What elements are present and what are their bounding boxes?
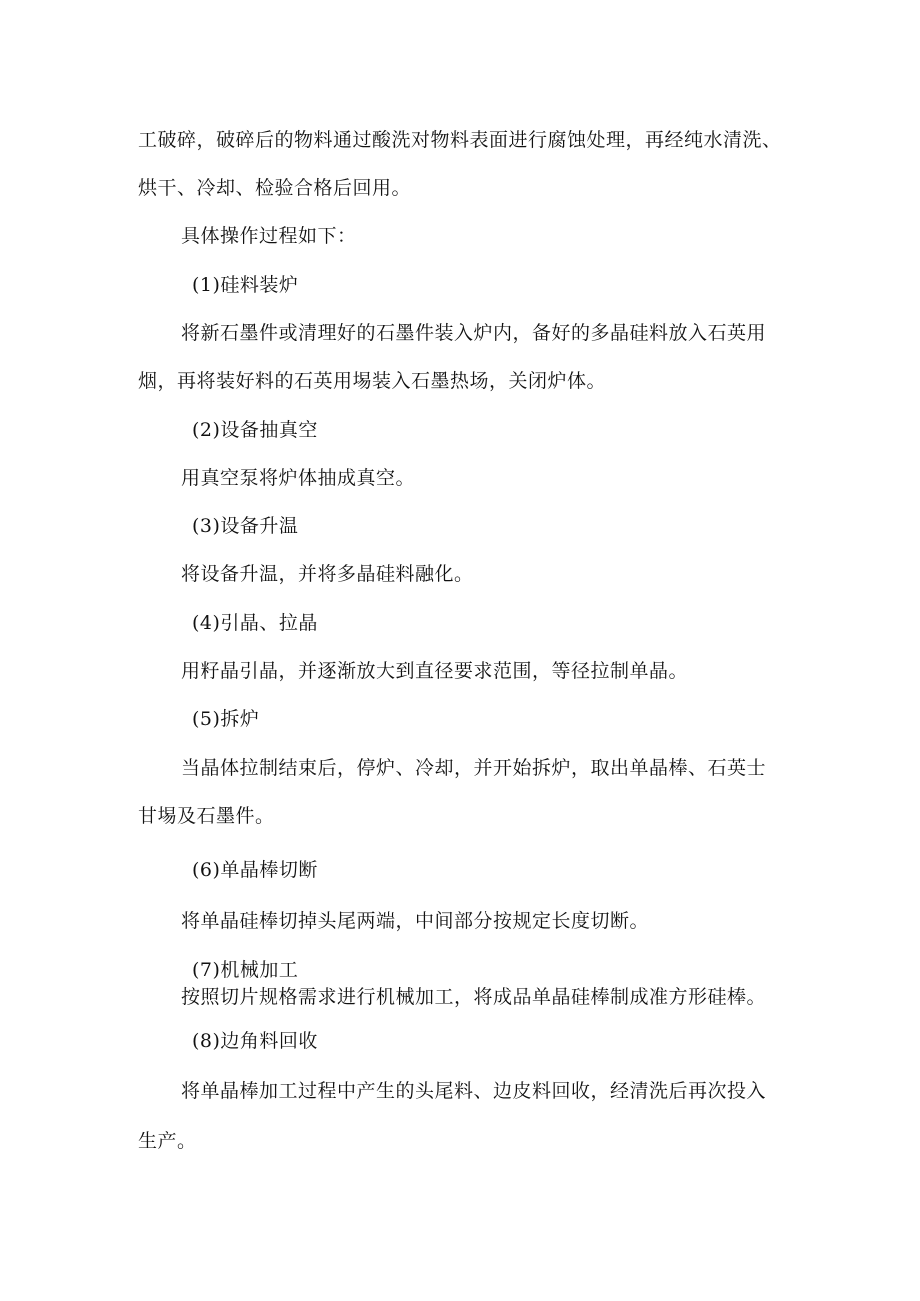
lead-text: 具体操作过程如下： [181, 225, 357, 247]
step-5-heading: (5)拆炉 [192, 708, 260, 730]
step-1-heading: (1)硅料装炉 [192, 274, 299, 296]
step-7-text-1: 按照切片规格需求进行机械加工，将成品单晶硅棒制成准方形硅棒。 [181, 986, 767, 1008]
step-3-heading: (3)设备升温 [192, 515, 299, 537]
intro-line-2: 烘干、冷却、检验合格后回用。 [138, 177, 412, 199]
step-5-text-1: 当晶体拉制结束后，停炉、冷却，并开始拆炉，取出单晶棒、石英士 [181, 757, 767, 779]
step-8-text-1: 将单晶棒加工过程中产生的头尾料、边皮料回收，经清洗后再次投入 [181, 1080, 767, 1102]
step-5-text-2: 甘埸及石墨件。 [138, 805, 275, 827]
step-4-heading: (4)引晶、拉晶 [192, 612, 318, 634]
intro-line-1: 工破碎，破碎后的物料通过酸洗对物料表面进行腐蚀处理，再经纯水清洗、 [138, 129, 782, 151]
step-6-text-1: 将单晶硅棒切掉头尾两端，中间部分按规定长度切断。 [181, 910, 650, 932]
step-3-text-1: 将设备升温，并将多晶硅料融化。 [181, 563, 474, 585]
step-6-heading: (6)单晶棒切断 [192, 859, 318, 881]
step-4-text-1: 用籽晶引晶，并逐渐放大到直径要求范围，等径拉制单晶。 [181, 660, 689, 682]
step-1-text-1: 将新石墨件或清理好的石墨件装入炉内，备好的多晶硅料放入石英用 [181, 322, 767, 344]
step-8-text-2: 生产。 [138, 1130, 197, 1152]
step-2-heading: (2)设备抽真空 [192, 419, 318, 441]
step-8-heading: (8)边角料回收 [192, 1030, 318, 1052]
step-2-text-1: 用真空泵将炉体抽成真空。 [181, 467, 416, 489]
step-1-text-2: 烟，再将装好料的石英用埸装入石墨热场，关闭炉体。 [138, 370, 607, 392]
step-7-heading: (7)机械加工 [192, 959, 299, 981]
